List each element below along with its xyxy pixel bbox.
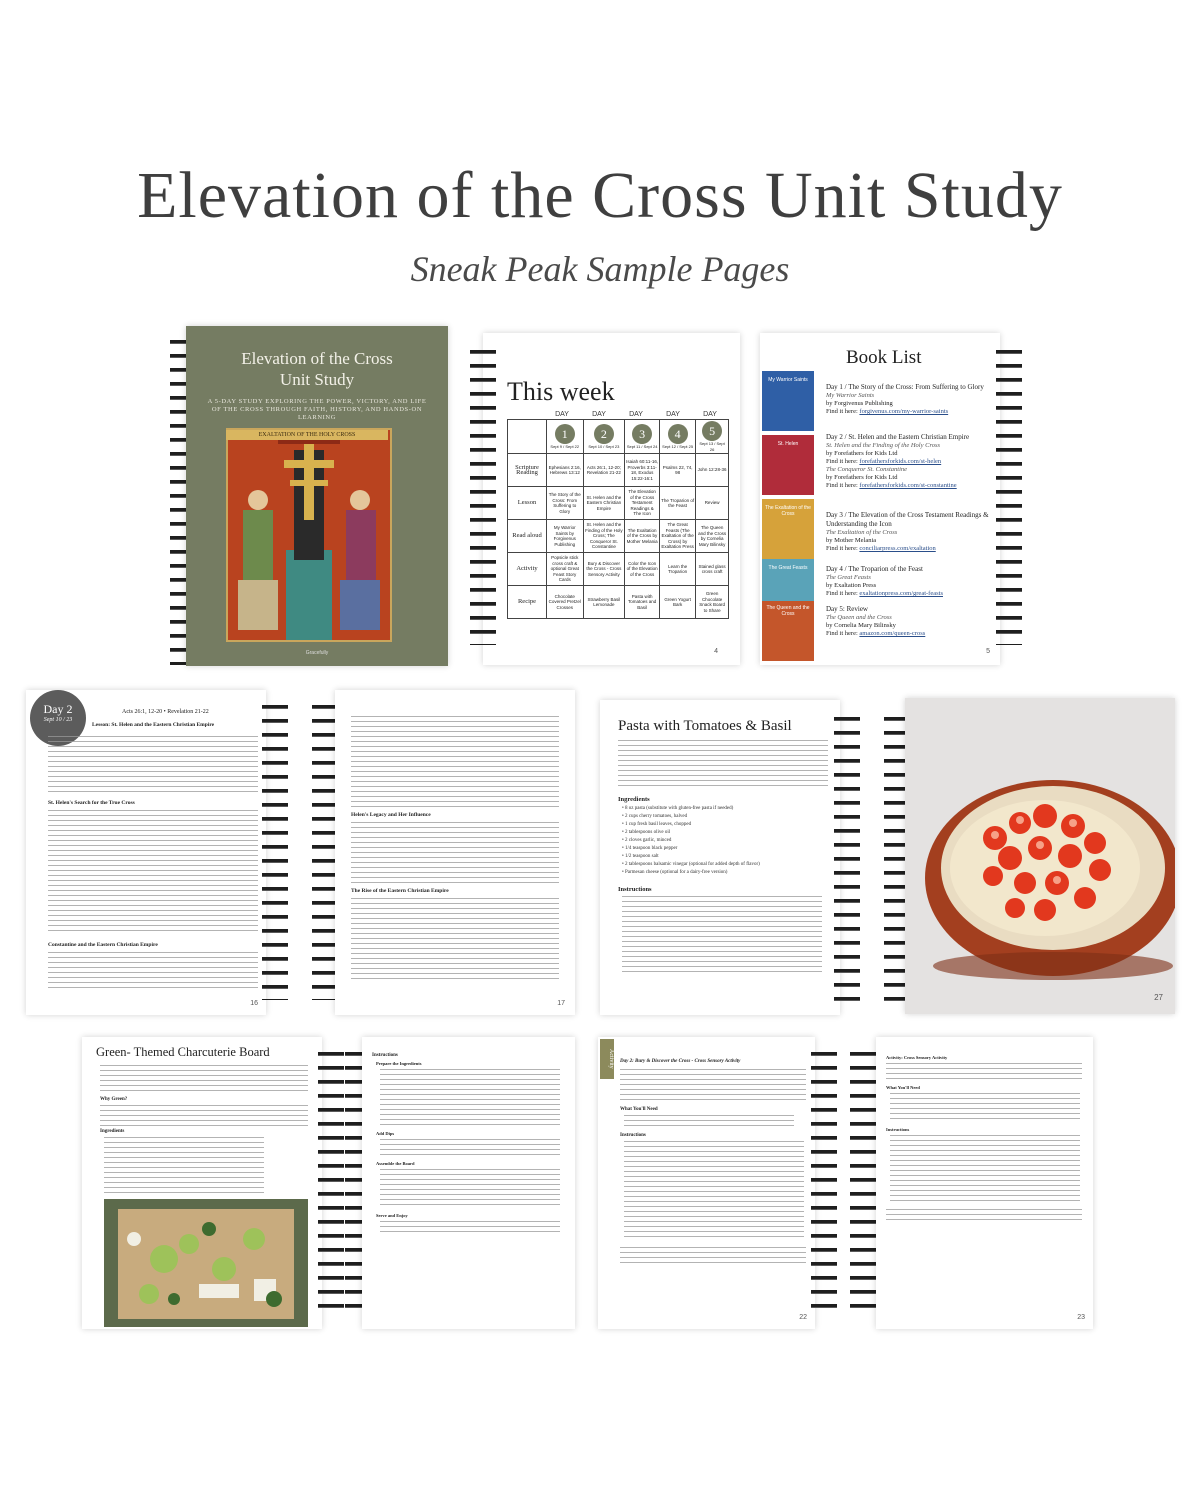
schedule-cell: The Troparion of the Feast [660, 487, 696, 520]
booklist-book-link[interactable]: Find it here: exaltationpress.com/great-feasts [826, 590, 943, 597]
schedule-row [508, 586, 729, 619]
cover-publisher: Gracefully [305, 650, 329, 656]
activity-instructions-text [624, 1141, 804, 1241]
charcuterie-spiral-left [318, 1047, 344, 1317]
schedule-cell: Learn the Troparion [660, 553, 696, 586]
cover-title-line1: Elevation of the Cross [241, 349, 393, 368]
activity-need-text [624, 1115, 794, 1129]
activity-cont-page [876, 1037, 1093, 1329]
activity-cont-page-number: 23 [1077, 1314, 1085, 1321]
booklist-book-title: St. Helen and the Finding of the Holy Cross [826, 442, 941, 449]
cover-page [186, 326, 448, 666]
schedule-row-label: Scripture Reading [508, 454, 547, 487]
booklist-day-heading: Day 2 / St. Helen and the Eastern Christian Empire [826, 433, 970, 441]
day2-lesson-title: Lesson: St. Helen and the Eastern Christian Empire [92, 722, 215, 728]
day2-reading: Acts 26:1, 12-20 • Revelation 21-22 [122, 709, 209, 715]
charcuterie-why-text [100, 1105, 308, 1127]
booklist-book-author: by Forefathers for Kids Ltd [826, 450, 898, 457]
schedule-cell: The Great Feasts (The Exaltation of the Cross) by Exaltation Press [660, 520, 696, 553]
booklist-entry [826, 511, 992, 553]
schedule-corner-cell [508, 420, 547, 454]
day2-cont-heading-1: Helen's Legacy and Her Influence [351, 812, 431, 818]
schedule-day-number: 2 [594, 424, 614, 444]
recipe-ingredient: • 1/2 teaspoon salt [622, 854, 659, 859]
cover-title-line2: Unit Study [279, 370, 355, 389]
charcuterie-step-1-text [380, 1069, 560, 1127]
charcuterie-step-2-text [380, 1139, 560, 1157]
schedule-day-dates: Sept 10 / Sept 23 [588, 443, 620, 449]
schedule-day-dates: Sept 12 / Sept 25 [662, 443, 694, 449]
recipe-ingredient: • 2 cloves garlic, minced [622, 838, 672, 843]
day2-text-block-3 [48, 952, 258, 990]
activity-cont-need-heading: What You'll Need [886, 1085, 920, 1090]
booklist-entry [826, 565, 992, 598]
schedule-day-cell [696, 420, 729, 454]
schedule-row-label: Lesson [508, 487, 547, 520]
activity-cont-title: Activity: Cross Sensory Activity [886, 1055, 948, 1060]
book-cover-title: The Great Feasts [768, 565, 808, 571]
charcuterie-photo [104, 1199, 308, 1327]
pasta-bowl-illustration [905, 698, 1175, 1014]
booklist-page [760, 333, 1000, 665]
schedule-day-cell [583, 420, 625, 454]
booklist-book-title: The Queen and the Cross [826, 614, 892, 621]
day2-page-number: 16 [250, 1000, 258, 1007]
booklist-entry [826, 605, 992, 638]
booklist-day-heading: Day 4 / The Troparion of the Feast [826, 565, 923, 573]
cover-description: A 5-DAY STUDY EXPLORING THE POWER, VICTORY, AND LIFE OF THE CROSS THROUGH FAITH, HISTORY, AND HANDS-ON LEARNING [207, 398, 427, 421]
activity-instructions-heading: Instructions [620, 1133, 646, 1138]
charcuterie-instructions-page [362, 1037, 575, 1329]
day2-cont-text-1 [351, 716, 559, 808]
schedule-day-dates: Sept 9 / Sept 22 [550, 443, 580, 449]
main-title: Elevation of the Cross Unit Study [137, 159, 1063, 232]
booklist-page-number: 5 [986, 648, 990, 655]
activity-need-heading: What You'll Need [620, 1107, 658, 1112]
schedule-page-number: 4 [714, 648, 718, 655]
book-cover-title: The Queen and the Cross [766, 605, 810, 617]
schedule-spiral [470, 345, 496, 645]
booklist-book-title: The Great Feasts [826, 574, 871, 581]
schedule-cell: Green Yogurt Bark [660, 586, 696, 619]
schedule-row-label: Recipe [508, 586, 547, 619]
booklist-book-author: by Exaltation Press [826, 582, 877, 589]
recipe-ingredient: • 8 oz pasta (substitute with gluten-free pasta if needed) [622, 806, 734, 811]
recipe-page [600, 700, 840, 1015]
schedule-row [508, 520, 729, 553]
booklist-book-title: The Exaltation of the Cross [826, 529, 898, 536]
schedule-cell: John 12:28-36 [696, 454, 729, 487]
activity-cont-instructions-heading: Instructions [886, 1127, 910, 1132]
charcuterie-instructions-title: Instructions [372, 1053, 398, 1058]
schedule-row [508, 487, 729, 520]
day2-cont-text-2 [351, 822, 559, 884]
booklist-book-link[interactable]: Find it here: amazon.com/queen-cross [826, 630, 926, 637]
charcuterie-step-3: Assemble the Board [376, 1161, 415, 1166]
schedule-cell: Psalms 22, 74, 98 [660, 454, 696, 487]
schedule-day-label: DAY [629, 411, 643, 418]
charcuterie-ingredients-text [104, 1137, 264, 1197]
activity-tab: Activity [600, 1039, 614, 1079]
schedule-day-number: 1 [555, 424, 575, 444]
cover-icon-image [226, 428, 392, 642]
schedule-day-dates: Sept 11 / Sept 24 [626, 443, 658, 449]
schedule-day-cell [625, 420, 660, 454]
schedule-cell: My Warrior Saints by Forgivenus Publishing [547, 520, 584, 553]
cover-title [186, 348, 448, 390]
recipe-ingredient: • 2 tablespoons olive oil [622, 830, 671, 835]
booklist-spiral [996, 345, 1022, 645]
schedule-cell: Popsicle stick cross craft & optional Great Feast Story Cards [547, 553, 584, 586]
day2-cont-heading-2: The Rise of the Eastern Christian Empire [351, 888, 449, 894]
main-subtitle: Sneak Peak Sample Pages [410, 249, 790, 289]
activity-page [598, 1037, 815, 1329]
schedule-day-dates: Sept 13 / Sept 26 [699, 441, 725, 452]
schedule-day-label: DAY [703, 411, 717, 418]
schedule-day-number: 3 [632, 424, 652, 444]
booklist-entry [826, 433, 992, 490]
booklist-book-link[interactable]: Find it here: forefathersforkids.com/st-constantine [826, 482, 957, 489]
schedule-cell: Strawberry Basil Lemonade [583, 586, 625, 619]
recipe-ingredient: • 2 tablespoons balsamic vinegar (optional for added depth of flavor) [622, 862, 760, 867]
schedule-row [508, 454, 729, 487]
charcuterie-step-4-text [380, 1221, 560, 1235]
recipe-ingredients-list [622, 805, 832, 877]
schedule-day-number: 5 [702, 421, 722, 441]
pasta-photo [905, 698, 1175, 1014]
day2-spiral-left [262, 700, 288, 1000]
booklist-day-heading: Day 5: Review [826, 605, 868, 613]
schedule-cell: Bury & Discover the Cross - Cross Sensory Activity [583, 553, 625, 586]
charcuterie-step-1: Prepare the Ingredients [376, 1061, 422, 1066]
schedule-cell: Pasta with Tomatoes and Basil [625, 586, 660, 619]
book-cover-title: St. Helen [777, 441, 799, 447]
activity-spiral-right [850, 1047, 876, 1317]
activity-intro [620, 1069, 806, 1103]
day2-badge-label: Day 2 [43, 702, 73, 716]
booklist-book-title: The Conqueror St. Constantine [826, 466, 908, 473]
charcuterie-title: Green- Themed Charcuterie Board [96, 1045, 270, 1059]
booklist-book-link[interactable]: Find it here: forgivenus.com/my-warrior-saints [826, 408, 949, 415]
schedule-cell: Review [696, 487, 729, 520]
schedule-cell: St. Helen and the Eastern Christian Empire [583, 487, 625, 520]
booklist-book-author: by Forgivenus Publishing [826, 400, 893, 407]
cover-icon-banner: EXALTATION OF THE HOLY CROSS [226, 430, 388, 440]
schedule-row-label: Read aloud [508, 520, 547, 553]
schedule-cell: The Elevation of the Cross Testament Readings & The Icon [625, 487, 660, 520]
schedule-cell: Acts 26:1, 12-20; Revelation 21-22 [583, 454, 625, 487]
activity-cont-need-text [890, 1093, 1080, 1121]
booklist-entry [826, 383, 992, 416]
book-cover-title: My Warrior Saints [768, 377, 808, 383]
charcuterie-step-2: Add Dips [376, 1131, 395, 1136]
day2-text-block-2 [48, 810, 258, 935]
day2-text-block-1 [48, 736, 258, 794]
booklist-day-heading: Day 3 / The Elevation of the Cross Testament Readings & Understanding the Icon [826, 511, 989, 528]
recipe-spiral [834, 712, 860, 1002]
booklist-book-author: by Cornelia Mary Bilinsky [826, 622, 896, 629]
day2-heading-1: St. Helen's Search for the True Cross [48, 800, 135, 806]
schedule-cell: The Story of the Cross: From Suffering to Glory [547, 487, 584, 520]
booklist-book-author: by Mother Melania [826, 537, 877, 544]
activity-cont-intro [886, 1063, 1082, 1081]
day2-cont-page-number: 17 [557, 1000, 565, 1007]
schedule-table [507, 419, 729, 619]
charcuterie-step-4: Serve and Enjoy [376, 1213, 408, 1218]
recipe-ingredient: • 1 cup fresh basil leaves, chopped [622, 822, 692, 827]
recipe-title: Pasta with Tomatoes & Basil [618, 718, 792, 734]
activity-closing-text [620, 1247, 806, 1265]
book-cover-title: The Exaltation of the Cross [765, 505, 811, 517]
charcuterie-page [82, 1037, 322, 1329]
schedule-day-label: DAY [555, 411, 569, 418]
day2-cont-page [335, 690, 575, 1015]
recipe-intro-text [618, 740, 828, 788]
day2-cont-text-3 [351, 898, 559, 980]
recipe-ingredients-heading: Ingredients [618, 796, 650, 803]
schedule-day-number: 4 [668, 424, 688, 444]
photo-page-number: 27 [1154, 993, 1163, 1002]
schedule-cell: Green Chocolate Snack Board to Share [696, 586, 729, 619]
schedule-title: This week [507, 377, 615, 406]
charcuterie-intro [100, 1065, 308, 1095]
activity-cont-instructions-text [890, 1135, 1080, 1205]
schedule-row-label: Activity [508, 553, 547, 586]
schedule-cell: Stained glass cross craft [696, 553, 729, 586]
schedule-day-label: DAY [592, 411, 606, 418]
schedule-page [483, 333, 740, 665]
activity-page-number: 22 [799, 1314, 807, 1321]
schedule-cell: The Exaltation of the Cross by Mother Melania [625, 520, 660, 553]
booklist-book-link[interactable]: Find it here: conciliarpress.com/exaltation [826, 545, 936, 552]
schedule-row [508, 553, 729, 586]
activity-title: Day 2: Bury & Discover the Cross - Cross Sensory Activity [620, 1059, 741, 1064]
booklist-title: Book List [846, 347, 922, 368]
schedule-cell: Ephesians 2:16, Hebrews 13:12 [547, 454, 584, 487]
recipe-ingredient: • Parmesan cheese (optional for a dairy-free version) [622, 870, 728, 875]
schedule-day-label: DAY [666, 411, 680, 418]
booklist-book-author: by Forefathers for Kids Ltd [826, 474, 898, 481]
day2-page [26, 690, 266, 1015]
booklist-book-link[interactable]: Find it here: forefathersforkids.com/st-helen [826, 458, 942, 465]
schedule-cell: Chocolate Covered Pretzel Crosses [547, 586, 584, 619]
charcuterie-why-heading: Why Green? [100, 1097, 128, 1102]
recipe-ingredient: • 2 cups cherry tomatoes, halved [622, 814, 688, 819]
recipe-ingredient: • 1/4 teaspoon black pepper [622, 846, 678, 851]
schedule-cell: Color the Icon of the Elevation of the Cross [625, 553, 660, 586]
recipe-instructions-text [622, 896, 822, 976]
schedule-cell: The Queen and the Cross by Cornelia Mary Bilinsky [696, 520, 729, 553]
activity-cont-closing [886, 1209, 1082, 1223]
schedule-day-cell [547, 420, 584, 454]
activity-spiral-left [811, 1047, 837, 1317]
day2-heading-2: Constantine and the Eastern Christian Empire [48, 942, 158, 948]
booklist-day-heading: Day 1 / The Story of the Cross: From Suffering to Glory [826, 383, 984, 391]
schedule-day-cell [660, 420, 696, 454]
charcuterie-ingredients-heading: Ingredients [100, 1129, 125, 1134]
booklist-book-title: My Warrior Saints [826, 392, 875, 399]
day2-badge-dates: Sept 10 / 23 [43, 717, 73, 723]
schedule-cell: St. Helen and the Finding of the Holy Cross; The Conqueror St. Constantine [583, 520, 625, 553]
schedule-cell: Isaiah 60:11-16, Proverbs 3:11-18, Exodus 15:22-16:1 [625, 454, 660, 487]
recipe-instructions-heading: Instructions [618, 886, 652, 893]
charcuterie-step-3-text [380, 1169, 560, 1209]
